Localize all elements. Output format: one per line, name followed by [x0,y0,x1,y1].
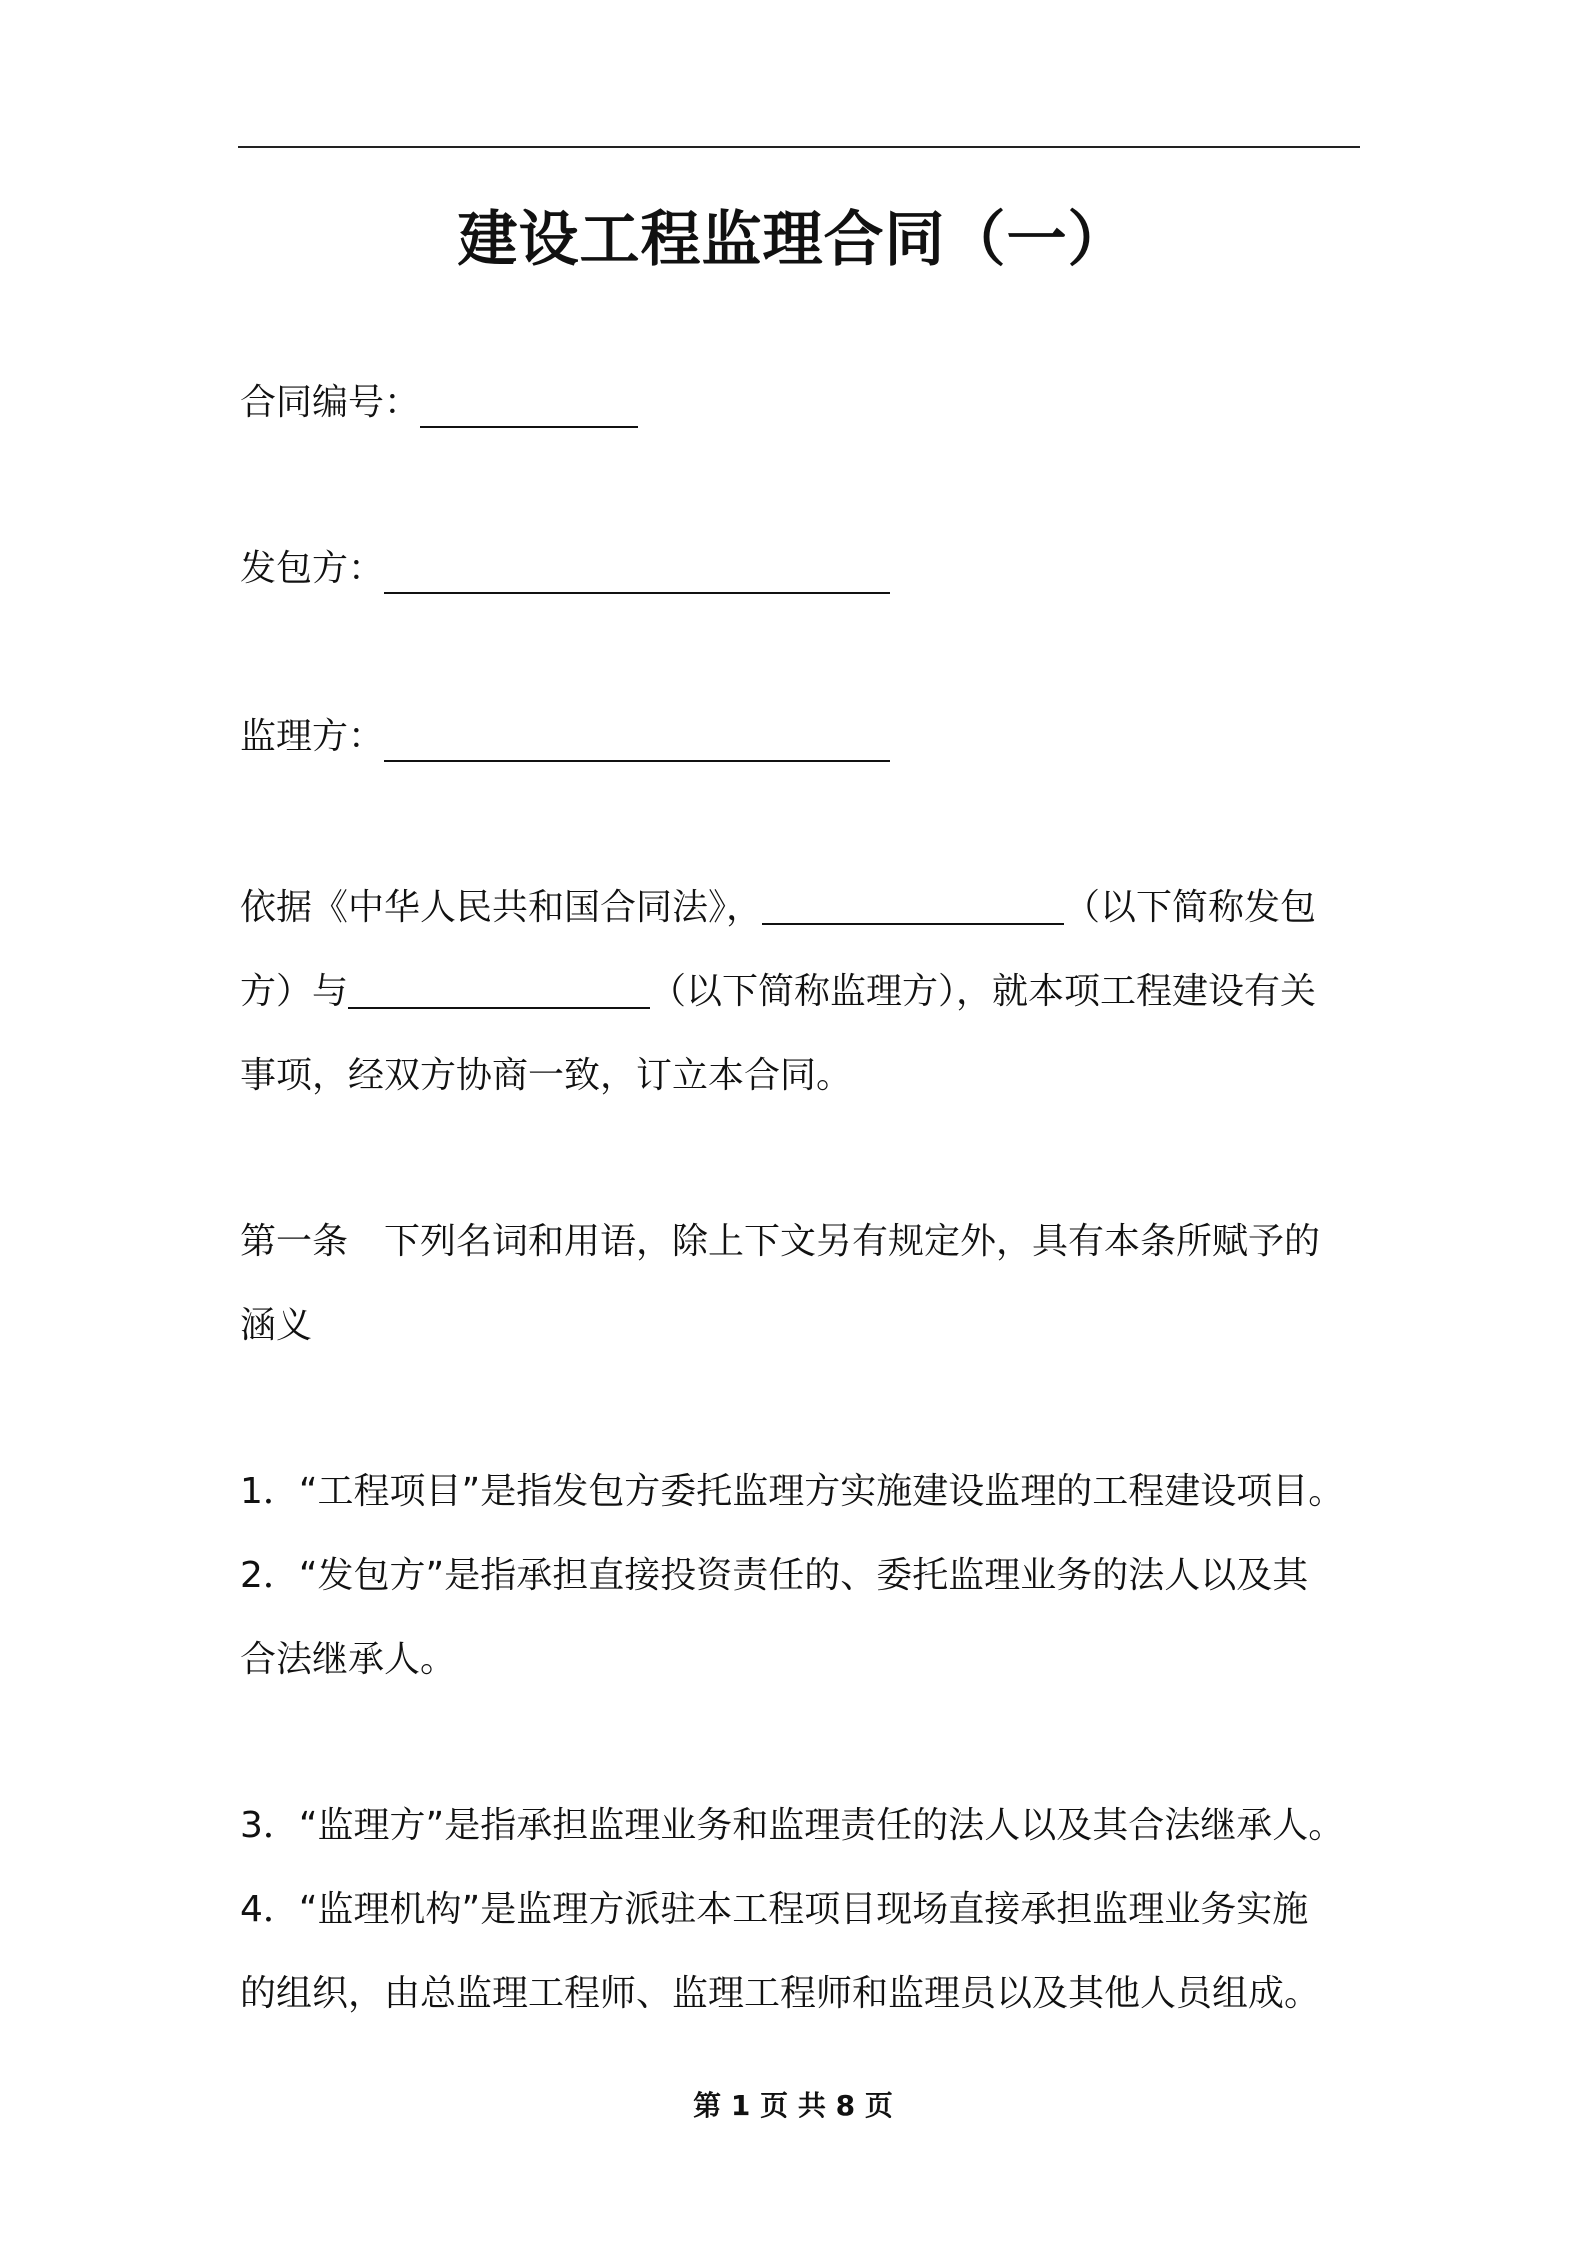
definitions-block-2 [240,1784,1360,2036]
intro-line-1 [240,866,1360,950]
article-1-line-1: 第一条 下列名词和用语，除上下文另有规定外，具有本条所赋予的 [240,1221,1321,1262]
header-rule [238,146,1360,148]
definition-1: 1．“工程项目”是指发包方委托监理方实施建设监理的工程建设项目。 [240,1471,1345,1512]
supervisor-label: 监理方： [240,716,385,757]
definition-2-cont: 合法继承人。 [240,1639,457,1680]
contract-number-field [240,378,638,428]
contract-number-blank[interactable] [420,386,638,428]
definition-3: 3．“监理方”是指承担监理业务和监理责任的法人以及其合法继承人。 [240,1805,1345,1846]
intro-text-2a: 方）与 [240,971,349,1012]
intro-paragraph [240,866,1360,1118]
article-1 [240,1200,1360,1368]
definition-2: 2．“发包方”是指承担直接投资责任的、委托监理业务的法人以及其 [240,1555,1309,1596]
intro-line-3: 事项，经双方协商一致，订立本合同。 [240,1055,853,1096]
intro-line-2 [240,950,1360,1034]
definitions-block-1 [240,1450,1360,1702]
intro-text-2b: （以下简称监理方），就本项工程建设有关 [650,971,1317,1012]
definition-4: 4．“监理机构”是监理方派驻本工程项目现场直接承担监理业务实施 [240,1889,1309,1930]
document-title: 建设工程监理合同（一） [457,205,1129,275]
supervisor-name-blank[interactable] [348,963,650,1009]
intro-text-1b: （以下简称发包 [1064,887,1317,928]
contract-number-label: 合同编号： [240,382,421,423]
page-number-footer: 第 1 页 共 8 页 [693,2089,893,2122]
client-blank[interactable] [384,552,890,594]
definition-4-cont: 的组织，由总监理工程师、监理工程师和监理员以及其他人员组成。 [240,1973,1321,2014]
supervisor-field [240,712,890,762]
article-1-line-2: 涵义 [240,1305,313,1346]
supervisor-blank[interactable] [384,720,890,762]
client-name-blank[interactable] [762,879,1064,925]
client-label: 发包方： [240,548,385,589]
intro-text-1a: 依据《中华人民共和国合同法》， [240,887,763,928]
client-field [240,544,890,594]
